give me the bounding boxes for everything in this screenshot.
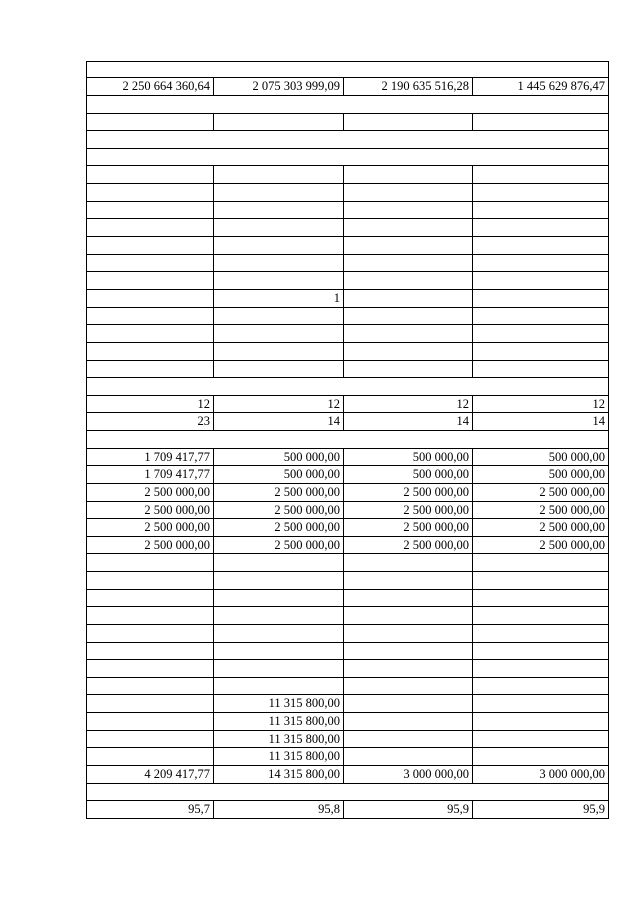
table-cell bbox=[214, 237, 344, 255]
table-cell: 2 500 000,00 bbox=[344, 537, 473, 554]
table-cell bbox=[87, 554, 214, 572]
table-row bbox=[87, 766, 609, 784]
table-cell: 2 500 000,00 bbox=[87, 537, 214, 554]
table-cell: 95,9 bbox=[344, 801, 473, 819]
table-cell bbox=[87, 607, 214, 625]
table-cell bbox=[87, 748, 214, 766]
table-row bbox=[87, 272, 609, 290]
table-cell bbox=[214, 114, 344, 131]
table-cell bbox=[473, 713, 609, 731]
table-cell bbox=[87, 590, 214, 607]
table-cell bbox=[473, 219, 609, 237]
table-row bbox=[87, 343, 609, 361]
table-cell bbox=[87, 325, 214, 343]
table-cell bbox=[87, 237, 214, 255]
table-row bbox=[87, 290, 609, 308]
table-cell bbox=[344, 343, 473, 361]
table-cell: 2 500 000,00 bbox=[214, 519, 344, 537]
table-cell bbox=[344, 272, 473, 290]
table-cell bbox=[344, 660, 473, 678]
table-row bbox=[87, 449, 609, 466]
table-row bbox=[87, 184, 609, 202]
table-cell bbox=[214, 554, 344, 572]
table-row bbox=[87, 361, 609, 378]
table-row bbox=[87, 695, 609, 713]
table-row bbox=[87, 96, 609, 114]
table-cell: 11 315 800,00 bbox=[214, 748, 344, 766]
budget-table bbox=[86, 61, 609, 819]
table-cell bbox=[473, 255, 609, 272]
table-cell: 500 000,00 bbox=[473, 449, 609, 466]
table-row bbox=[87, 537, 609, 554]
table-row bbox=[87, 484, 609, 502]
table-cell bbox=[344, 166, 473, 184]
table-cell: 12 bbox=[214, 396, 344, 413]
table-row bbox=[87, 502, 609, 519]
table-cell bbox=[473, 678, 609, 695]
table-row bbox=[87, 678, 609, 695]
table-cell: 2 500 000,00 bbox=[87, 519, 214, 537]
table-cell: 500 000,00 bbox=[344, 449, 473, 466]
table-cell bbox=[214, 572, 344, 590]
table-cell bbox=[344, 114, 473, 131]
merged-cell bbox=[87, 378, 609, 396]
table-cell: 2 250 664 360,64 bbox=[87, 78, 214, 96]
table-cell bbox=[214, 660, 344, 678]
table-cell: 2 190 635 516,28 bbox=[344, 78, 473, 96]
table-cell: 11 315 800,00 bbox=[214, 731, 344, 748]
table-cell: 3 000 000,00 bbox=[344, 766, 473, 784]
table-cell bbox=[344, 202, 473, 219]
table-cell: 2 500 000,00 bbox=[473, 537, 609, 554]
table-cell: 2 500 000,00 bbox=[344, 519, 473, 537]
table-cell bbox=[473, 660, 609, 678]
table-cell: 95,7 bbox=[87, 801, 214, 819]
table-cell bbox=[344, 325, 473, 343]
table-row bbox=[87, 643, 609, 660]
table-row bbox=[87, 713, 609, 731]
table-cell: 2 500 000,00 bbox=[473, 484, 609, 502]
table-cell: 2 500 000,00 bbox=[344, 502, 473, 519]
table-row bbox=[87, 149, 609, 166]
table-cell bbox=[87, 308, 214, 325]
table-cell bbox=[344, 643, 473, 660]
table-cell: 95,8 bbox=[214, 801, 344, 819]
table-cell bbox=[214, 166, 344, 184]
table-row bbox=[87, 255, 609, 272]
table-cell bbox=[344, 748, 473, 766]
table-cell bbox=[344, 184, 473, 202]
table-row bbox=[87, 413, 609, 431]
table-cell bbox=[473, 361, 609, 378]
table-cell bbox=[214, 590, 344, 607]
table-cell bbox=[344, 554, 473, 572]
table-row bbox=[87, 572, 609, 590]
table-row bbox=[87, 748, 609, 766]
table-cell bbox=[344, 695, 473, 713]
table-cell bbox=[87, 272, 214, 290]
merged-cell bbox=[87, 149, 609, 166]
table-cell bbox=[87, 361, 214, 378]
merged-cell bbox=[87, 784, 609, 801]
table-cell bbox=[87, 184, 214, 202]
table-cell: 500 000,00 bbox=[214, 449, 344, 466]
table-cell: 2 500 000,00 bbox=[87, 484, 214, 502]
table-cell: 500 000,00 bbox=[473, 466, 609, 484]
table-cell bbox=[87, 625, 214, 643]
table-cell bbox=[473, 695, 609, 713]
table-cell bbox=[473, 607, 609, 625]
table-cell bbox=[87, 219, 214, 237]
table-cell bbox=[87, 166, 214, 184]
table-cell: 3 000 000,00 bbox=[473, 766, 609, 784]
table-cell bbox=[344, 713, 473, 731]
table-row bbox=[87, 219, 609, 237]
table-row bbox=[87, 131, 609, 149]
table-cell: 2 500 000,00 bbox=[87, 502, 214, 519]
table-cell bbox=[473, 643, 609, 660]
table-cell bbox=[344, 625, 473, 643]
table-cell bbox=[473, 625, 609, 643]
table-cell bbox=[87, 731, 214, 748]
table-row bbox=[87, 378, 609, 396]
table-cell bbox=[87, 643, 214, 660]
table-cell bbox=[473, 308, 609, 325]
table-cell bbox=[214, 643, 344, 660]
table-row bbox=[87, 554, 609, 572]
table-cell bbox=[87, 255, 214, 272]
table-cell bbox=[87, 695, 214, 713]
table-cell: 1 445 629 876,47 bbox=[473, 78, 609, 96]
table-cell: 1 709 417,77 bbox=[87, 466, 214, 484]
table-cell: 2 500 000,00 bbox=[214, 537, 344, 554]
table-cell bbox=[473, 114, 609, 131]
table-cell bbox=[473, 590, 609, 607]
table-row bbox=[87, 114, 609, 131]
table-body bbox=[87, 62, 609, 819]
table-cell: 12 bbox=[87, 396, 214, 413]
table-row bbox=[87, 625, 609, 643]
table-cell bbox=[344, 607, 473, 625]
table-cell bbox=[87, 114, 214, 131]
table-cell: 14 315 800,00 bbox=[214, 766, 344, 784]
table-cell: 2 500 000,00 bbox=[214, 502, 344, 519]
table-row bbox=[87, 166, 609, 184]
table-cell bbox=[214, 202, 344, 219]
table-cell bbox=[344, 290, 473, 308]
table-cell: 12 bbox=[473, 396, 609, 413]
table-cell bbox=[344, 572, 473, 590]
merged-cell bbox=[87, 62, 609, 78]
table-cell bbox=[214, 219, 344, 237]
table-cell bbox=[473, 166, 609, 184]
table-cell bbox=[214, 308, 344, 325]
table-cell bbox=[214, 184, 344, 202]
table-cell: 2 500 000,00 bbox=[214, 484, 344, 502]
table-cell bbox=[344, 237, 473, 255]
table-cell bbox=[214, 325, 344, 343]
table-cell: 95,9 bbox=[473, 801, 609, 819]
table-cell bbox=[214, 255, 344, 272]
table-row bbox=[87, 466, 609, 484]
table-cell bbox=[473, 272, 609, 290]
table-row bbox=[87, 731, 609, 748]
merged-cell bbox=[87, 431, 609, 449]
table-cell bbox=[87, 660, 214, 678]
table-row bbox=[87, 237, 609, 255]
table-row bbox=[87, 325, 609, 343]
table-cell bbox=[344, 361, 473, 378]
table-cell bbox=[344, 678, 473, 695]
table-cell bbox=[344, 255, 473, 272]
table-row bbox=[87, 202, 609, 219]
table-cell bbox=[473, 572, 609, 590]
table-cell: 1 709 417,77 bbox=[87, 449, 214, 466]
table-cell bbox=[87, 343, 214, 361]
table-row bbox=[87, 308, 609, 325]
merged-cell bbox=[87, 96, 609, 114]
table-row bbox=[87, 607, 609, 625]
table-cell: 23 bbox=[87, 413, 214, 431]
table-cell bbox=[214, 607, 344, 625]
table-cell bbox=[214, 272, 344, 290]
table-cell bbox=[473, 554, 609, 572]
table-cell: 14 bbox=[473, 413, 609, 431]
table-cell bbox=[214, 343, 344, 361]
table-cell bbox=[473, 290, 609, 308]
table-row bbox=[87, 660, 609, 678]
table-row bbox=[87, 62, 609, 78]
table-cell bbox=[344, 590, 473, 607]
table-row bbox=[87, 784, 609, 801]
table-cell: 2 500 000,00 bbox=[473, 519, 609, 537]
table-cell bbox=[87, 713, 214, 731]
table-cell bbox=[473, 325, 609, 343]
table-cell: 2 075 303 999,09 bbox=[214, 78, 344, 96]
table-cell bbox=[87, 678, 214, 695]
table-cell: 12 bbox=[344, 396, 473, 413]
table-cell: 11 315 800,00 bbox=[214, 713, 344, 731]
table-cell bbox=[473, 343, 609, 361]
merged-cell bbox=[87, 131, 609, 149]
table-cell: 2 500 000,00 bbox=[473, 502, 609, 519]
table-cell bbox=[473, 748, 609, 766]
table-cell bbox=[473, 731, 609, 748]
table-cell bbox=[214, 361, 344, 378]
table-cell: 1 bbox=[214, 290, 344, 308]
table-cell bbox=[87, 290, 214, 308]
table-cell: 14 bbox=[214, 413, 344, 431]
table-cell bbox=[473, 202, 609, 219]
table-cell bbox=[344, 308, 473, 325]
table-row bbox=[87, 590, 609, 607]
table-cell: 11 315 800,00 bbox=[214, 695, 344, 713]
table-cell bbox=[344, 731, 473, 748]
table-cell: 500 000,00 bbox=[344, 466, 473, 484]
table-row bbox=[87, 801, 609, 819]
table-row bbox=[87, 431, 609, 449]
table-cell: 2 500 000,00 bbox=[344, 484, 473, 502]
table-cell bbox=[473, 184, 609, 202]
table-cell bbox=[214, 678, 344, 695]
table-row bbox=[87, 78, 609, 96]
table-cell bbox=[473, 237, 609, 255]
table-cell bbox=[214, 625, 344, 643]
table-row bbox=[87, 519, 609, 537]
table-cell bbox=[87, 572, 214, 590]
table-cell: 500 000,00 bbox=[214, 466, 344, 484]
table-cell: 14 bbox=[344, 413, 473, 431]
table-cell bbox=[344, 219, 473, 237]
table-cell: 4 209 417,77 bbox=[87, 766, 214, 784]
table-cell bbox=[87, 202, 214, 219]
table-row bbox=[87, 396, 609, 413]
